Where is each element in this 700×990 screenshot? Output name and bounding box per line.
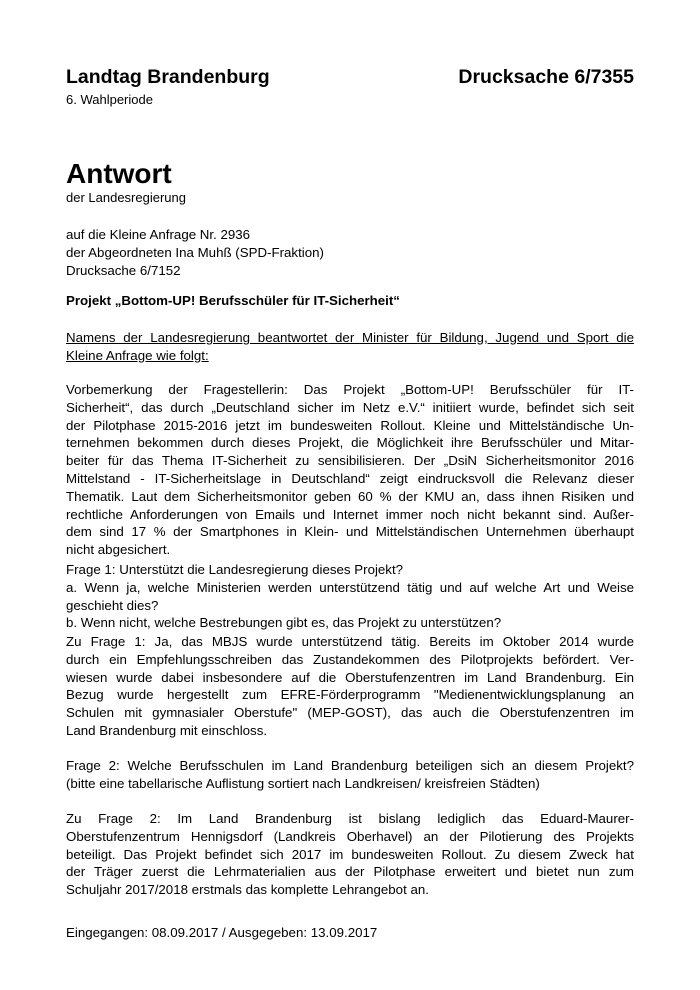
document-header [66,66,634,90]
document-number: Drucksache 6/7355 [458,66,634,88]
answer-1 [66,633,634,740]
legislative-period: 6. Wahlperiode [66,92,153,107]
text-line: nicht abgesichert. [66,542,171,558]
text-line: b. Wenn nicht, welche Bestrebungen gibt es, das Projekt zu unterstützen? [66,615,502,631]
text-line: Schuljahr 2017/2018 erstmals das komplette Lehrangebot an. [66,882,429,898]
preliminary-remark [66,381,634,559]
text-line: Sicherheit“, das durch „Deutschland sicher im Netz e.V.“ initiiert wurde, befindet sich seit [66,399,634,415]
text-line: Thematik. Laut dem Sicherheitsmonitor geben 60 % der KMU an, dass ihnen Risiken und [66,488,634,504]
text-line: Zu Frage 2: Im Land Brandenburg ist bislang lediglich das Eduard-Maurer- [66,811,634,826]
answer-2 [66,810,634,899]
text-line: beiter für das Thema IT-Sicherheit zu sensibilisieren. Der „DsiN Sicherheitsmonitor 2016 [66,453,634,469]
reference-line: auf die Kleine Anfrage Nr. 2936 [66,227,251,242]
parliament-name: Landtag Brandenburg [66,66,270,88]
text-line: ternehmen bekommen durch dieses Projekt, die Möglichkeit ihre Berufsschüler und Mitar- [66,435,634,451]
text-line: Vorbemerkung der Fragestellerin: Das Projekt „Bottom-UP! Berufsschüler für IT- [66,382,634,397]
text-line: Oberstufenzentrum Hennigsdorf (Landkreis Oberhavel) an der Pilotierung des Projekts [66,828,634,844]
text-line: wiesen wurde dabei insbesondere auf die Oberstufenzentren im Land Brandenburg. Ein [66,669,634,685]
text-line: a. Wenn ja, welche Ministerien werden unterstützend tätig und auf welche Art und Weise [66,579,634,595]
question-1 [66,561,634,632]
text-line: Kleine Anfrage wie folgt: [66,347,209,363]
text-line: Schulen mit gymnasialer Oberstufe" (MEP-GOST), das auch die Oberstufenzentren im [66,705,634,721]
receipt-dates: Eingegangen: 08.09.2017 / Ausgegeben: 13.09.2017 [66,925,378,940]
text-line: Land Brandenburg mit einschloss. [66,722,268,738]
inquiry-reference [66,226,324,280]
text-line: dem sind 17 % der Smartphones in Klein- und Mittelständischen Unternehmen überhaupt [66,524,634,540]
question-2 [66,757,634,793]
text-line: Bezug wurde hergestellt zum EFRE-Förderprogramm "Medienentwicklungsplanung an [66,687,634,703]
text-line: durch ein Empfehlungsschreiben das Zustandekommen des Pilotprojekts befördert. Ver- [66,651,634,667]
project-title: Projekt „Bottom-UP! Berufsschüler für IT-Sicherheit“ [66,293,400,308]
document-subtitle: der Landesregierung [66,190,186,205]
text-line: Namens der Landesregierung beantwortet der Minister für Bildung, Jugend und Sport die [66,330,634,345]
text-line: Frage 2: Welche Berufsschulen im Land Brandenburg beteiligen sich an diesem Projekt? [66,758,634,773]
text-line: der Pilotphase 2015-2016 jetzt im bundesweiten Rollout. Kleine und Mittelständische Un- [66,417,634,433]
text-line: Frage 1: Unterstützt die Landesregierung dieses Projekt? [66,562,404,577]
text-line: rechtliche Anforderungen von Emails und Internet immer noch nicht bekannt sind. Außer- [66,506,634,522]
text-line: Zu Frage 1: Ja, das MBJS wurde unterstützend tätig. Bereits im Oktober 2014 wurde [66,634,634,649]
text-line: geschieht dies? [66,597,159,613]
text-line: Mittelstand - IT-Sicherheitslage in Deutschland“ zeigt eindrucksvoll die Relevanz dieser [66,470,634,486]
text-line: der Träger zuerst die Lehrmaterialien aus der Pilotphase erweitert und bietet nun zum [66,864,634,880]
text-line: beteiligt. Das Projekt befindet sich 2017 im bundesweiten Rollout. Zu diesem Zweck hat [66,846,634,862]
reference-line: der Abgeordneten Ina Muhß (SPD-Fraktion) [66,245,324,260]
intro-paragraph [66,329,634,365]
text-line: (bitte eine tabellarische Auflistung sortiert nach Landkreisen/ kreisfreien Städten) [66,775,540,791]
reference-line: Drucksache 6/7152 [66,263,181,278]
document-title: Antwort [66,158,172,189]
